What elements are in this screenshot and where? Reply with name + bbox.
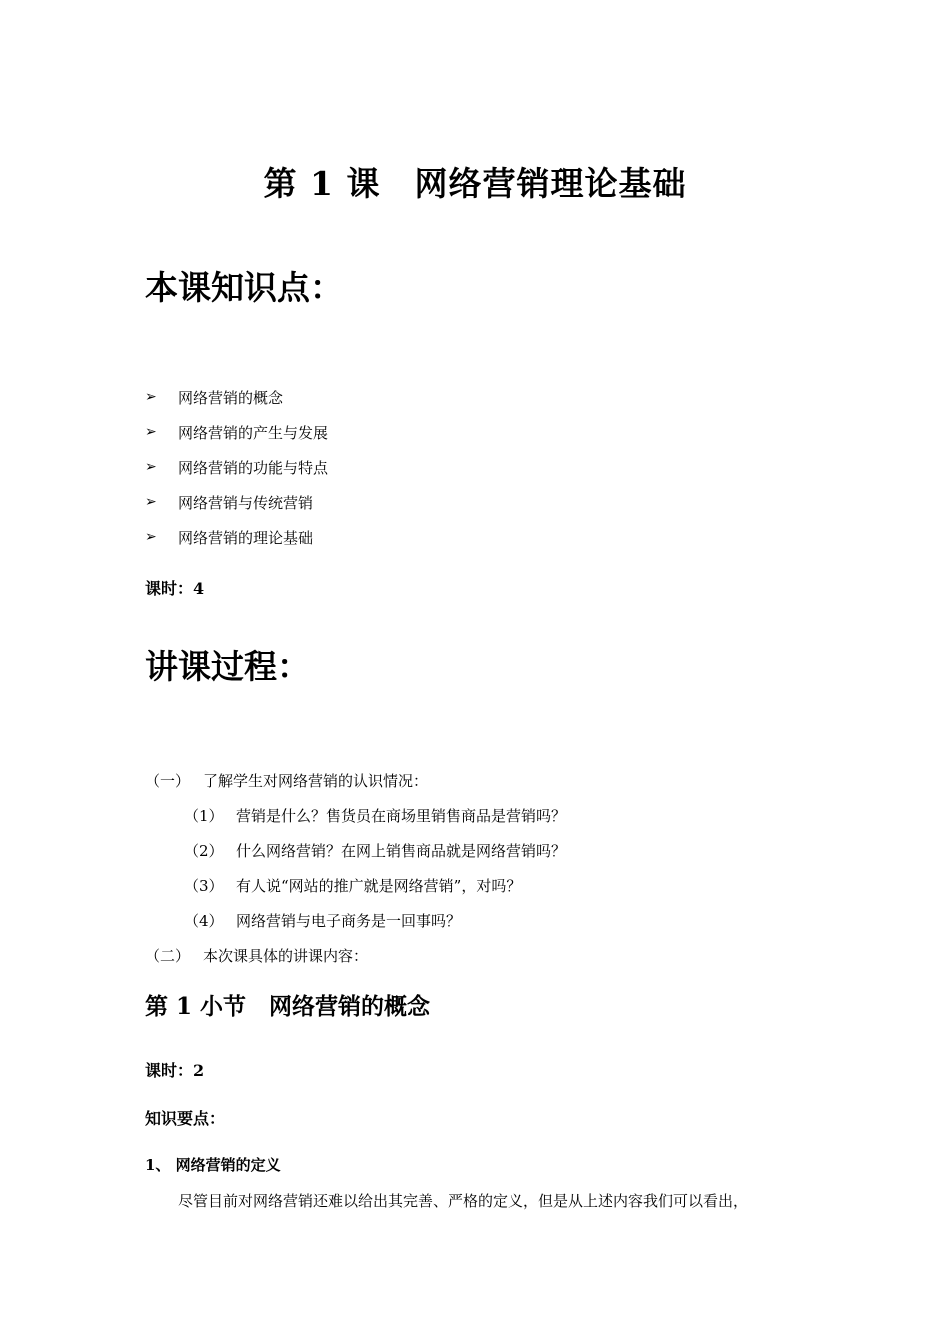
section-number: （二）: [145, 947, 191, 965]
point-one-text: 尽管目前对网络营销还难以给出其完善、严格的定义，但是从上述内容我们可以看出，: [178, 1192, 749, 1210]
question-number: （2）: [184, 842, 224, 860]
subsection-hours: 课时：2: [145, 1061, 205, 1080]
bullet-arrow-icon: ➢: [145, 494, 157, 510]
point-one-title: 1、 网络营销的定义: [145, 1156, 281, 1174]
question-number: （4）: [184, 912, 224, 930]
document-title: 第 1 课 网络营销理论基础: [263, 164, 687, 203]
list-item: 网络营销的概念: [178, 389, 284, 407]
list-item: 网络营销的功能与特点: [178, 459, 329, 477]
key-points-label: 知识要点：: [145, 1109, 226, 1128]
list-item: 网络营销的产生与发展: [178, 424, 329, 442]
process-heading: 讲课过程：: [145, 647, 310, 686]
list-item: 网络营销与传统营销: [178, 494, 314, 512]
section-text: 了解学生对网络营销的认识情况：: [203, 772, 429, 790]
bullet-arrow-icon: ➢: [145, 389, 157, 405]
question-text: 营销是什么？售货员在商场里销售商品是营销吗？: [236, 807, 567, 825]
bullet-arrow-icon: ➢: [145, 459, 157, 475]
section-number: （一）: [145, 772, 191, 790]
knowledge-heading: 本课知识点：: [145, 268, 343, 307]
question-text: 有人说“网站的推广就是网络营销”，对吗？: [236, 877, 522, 895]
bullet-arrow-icon: ➢: [145, 424, 157, 440]
question-text: 什么网络营销？在网上销售商品就是网络营销吗？: [236, 842, 567, 860]
bullet-arrow-icon: ➢: [145, 529, 157, 545]
list-item: 网络营销的理论基础: [178, 529, 314, 547]
question-text: 网络营销与电子商务是一回事吗？: [236, 912, 462, 930]
section-text: 本次课具体的讲课内容：: [203, 947, 369, 965]
subsection-title: 第 1 小节 网络营销的概念: [145, 993, 431, 1020]
question-number: （1）: [184, 807, 224, 825]
question-number: （3）: [184, 877, 224, 895]
lesson-hours: 课时：4: [145, 579, 205, 598]
